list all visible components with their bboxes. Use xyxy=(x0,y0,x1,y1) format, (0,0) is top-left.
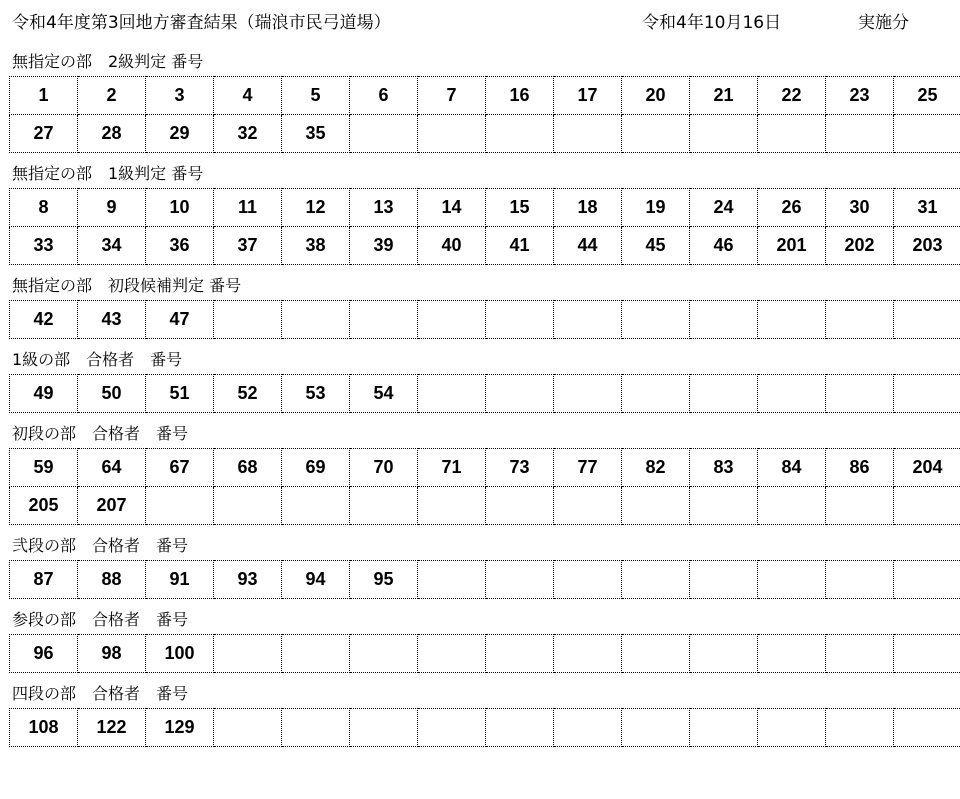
number-cell: 108 xyxy=(10,709,78,747)
section-label: 無指定の部 2級判定 番号 xyxy=(12,52,204,71)
number-cell: 10 xyxy=(146,189,214,227)
number-cell: 27 xyxy=(10,115,78,153)
grid-row xyxy=(10,77,960,115)
number-cell xyxy=(690,115,758,153)
number-cell: 73 xyxy=(486,449,554,487)
number-cell: 18 xyxy=(554,189,622,227)
grid-row xyxy=(10,709,960,747)
number-cell: 38 xyxy=(282,227,350,265)
number-cell: 47 xyxy=(146,301,214,339)
number-cell xyxy=(622,561,690,599)
number-cell: 21 xyxy=(690,77,758,115)
number-cell: 88 xyxy=(78,561,146,599)
number-cell xyxy=(418,301,486,339)
number-cell xyxy=(554,561,622,599)
number-cell xyxy=(486,115,554,153)
number-cell: 94 xyxy=(282,561,350,599)
number-cell: 39 xyxy=(350,227,418,265)
number-cell: 77 xyxy=(554,449,622,487)
number-cell xyxy=(622,115,690,153)
number-cell xyxy=(214,487,282,525)
number-cell: 7 xyxy=(418,77,486,115)
number-grid xyxy=(9,708,960,747)
number-cell: 16 xyxy=(486,77,554,115)
number-cell xyxy=(350,487,418,525)
number-cell: 67 xyxy=(146,449,214,487)
number-cell: 95 xyxy=(350,561,418,599)
number-cell: 201 xyxy=(758,227,826,265)
number-cell: 83 xyxy=(690,449,758,487)
number-cell xyxy=(418,709,486,747)
number-cell xyxy=(622,487,690,525)
number-cell xyxy=(214,709,282,747)
number-cell xyxy=(894,375,960,413)
number-cell: 93 xyxy=(214,561,282,599)
number-cell xyxy=(282,301,350,339)
number-cell xyxy=(350,635,418,673)
number-cell: 69 xyxy=(282,449,350,487)
number-cell: 46 xyxy=(690,227,758,265)
number-cell: 11 xyxy=(214,189,282,227)
number-cell xyxy=(758,487,826,525)
number-cell xyxy=(894,487,960,525)
number-cell: 87 xyxy=(10,561,78,599)
number-cell xyxy=(826,487,894,525)
section-label: 無指定の部 1級判定 番号 xyxy=(12,164,204,183)
number-cell: 207 xyxy=(78,487,146,525)
grid-row xyxy=(10,189,960,227)
number-cell xyxy=(282,709,350,747)
number-cell xyxy=(894,709,960,747)
number-cell: 98 xyxy=(78,635,146,673)
number-cell xyxy=(350,709,418,747)
number-cell xyxy=(554,301,622,339)
number-cell: 42 xyxy=(10,301,78,339)
number-cell xyxy=(894,301,960,339)
number-cell: 3 xyxy=(146,77,214,115)
number-cell: 33 xyxy=(10,227,78,265)
number-grid xyxy=(9,374,960,413)
number-grid xyxy=(9,300,960,339)
number-cell: 32 xyxy=(214,115,282,153)
number-cell xyxy=(826,561,894,599)
number-cell: 4 xyxy=(214,77,282,115)
number-cell xyxy=(894,561,960,599)
section-label: 無指定の部 初段候補判定 番号 xyxy=(12,276,242,295)
number-cell: 91 xyxy=(146,561,214,599)
number-cell: 40 xyxy=(418,227,486,265)
number-cell xyxy=(690,487,758,525)
number-cell xyxy=(826,709,894,747)
number-cell: 6 xyxy=(350,77,418,115)
number-cell xyxy=(554,115,622,153)
number-cell: 23 xyxy=(826,77,894,115)
number-cell: 28 xyxy=(78,115,146,153)
results-sections xyxy=(0,41,960,747)
number-cell: 84 xyxy=(758,449,826,487)
number-cell: 70 xyxy=(350,449,418,487)
number-cell xyxy=(758,561,826,599)
number-cell: 71 xyxy=(418,449,486,487)
number-cell: 44 xyxy=(554,227,622,265)
document-header xyxy=(12,10,948,36)
number-cell xyxy=(690,375,758,413)
section-label: 初段の部 合格者 番号 xyxy=(12,424,189,443)
number-grid xyxy=(9,634,960,673)
number-cell: 24 xyxy=(690,189,758,227)
number-cell: 54 xyxy=(350,375,418,413)
number-cell: 100 xyxy=(146,635,214,673)
number-cell: 13 xyxy=(350,189,418,227)
number-cell xyxy=(486,487,554,525)
number-cell xyxy=(554,709,622,747)
number-cell xyxy=(758,375,826,413)
section-label: 1級の部 合格者 番号 xyxy=(12,350,183,369)
number-cell xyxy=(418,375,486,413)
number-cell xyxy=(758,709,826,747)
number-cell xyxy=(894,115,960,153)
number-cell xyxy=(826,115,894,153)
number-cell: 26 xyxy=(758,189,826,227)
number-grid xyxy=(9,76,960,153)
number-cell xyxy=(214,635,282,673)
number-cell: 82 xyxy=(622,449,690,487)
grid-row xyxy=(10,635,960,673)
number-cell: 41 xyxy=(486,227,554,265)
number-cell xyxy=(690,301,758,339)
number-cell: 51 xyxy=(146,375,214,413)
number-cell: 53 xyxy=(282,375,350,413)
number-cell: 37 xyxy=(214,227,282,265)
number-cell: 22 xyxy=(758,77,826,115)
number-cell xyxy=(350,301,418,339)
number-cell: 34 xyxy=(78,227,146,265)
number-cell xyxy=(486,561,554,599)
number-cell: 49 xyxy=(10,375,78,413)
grid-row xyxy=(10,227,960,265)
number-cell: 45 xyxy=(622,227,690,265)
section-label: 弐段の部 合格者 番号 xyxy=(12,536,189,555)
number-cell xyxy=(554,635,622,673)
number-cell xyxy=(690,709,758,747)
number-cell: 14 xyxy=(418,189,486,227)
number-cell xyxy=(826,375,894,413)
number-cell xyxy=(622,635,690,673)
number-cell xyxy=(758,635,826,673)
number-cell: 129 xyxy=(146,709,214,747)
number-cell xyxy=(486,301,554,339)
number-cell: 86 xyxy=(826,449,894,487)
number-grid xyxy=(9,188,960,265)
number-cell xyxy=(622,301,690,339)
section-label: 四段の部 合格者 番号 xyxy=(12,684,189,703)
number-cell: 204 xyxy=(894,449,960,487)
number-cell: 203 xyxy=(894,227,960,265)
number-cell xyxy=(486,709,554,747)
number-cell: 5 xyxy=(282,77,350,115)
number-cell: 8 xyxy=(10,189,78,227)
number-cell xyxy=(418,635,486,673)
number-cell: 25 xyxy=(894,77,960,115)
number-cell xyxy=(486,635,554,673)
number-cell: 52 xyxy=(214,375,282,413)
number-cell xyxy=(826,635,894,673)
number-cell: 2 xyxy=(78,77,146,115)
number-cell: 29 xyxy=(146,115,214,153)
grid-row xyxy=(10,301,960,339)
number-cell: 202 xyxy=(826,227,894,265)
number-cell xyxy=(214,301,282,339)
number-cell xyxy=(554,375,622,413)
document-title: 令和4年度第3回地方審査結果（瑞浪市民弓道場） xyxy=(12,13,391,33)
exam-date: 令和4年10月16日 xyxy=(642,13,782,33)
number-cell xyxy=(622,375,690,413)
section-label: 参段の部 合格者 番号 xyxy=(12,610,189,629)
number-cell xyxy=(486,375,554,413)
number-cell: 15 xyxy=(486,189,554,227)
grid-row xyxy=(10,375,960,413)
number-cell xyxy=(758,115,826,153)
number-cell: 36 xyxy=(146,227,214,265)
number-grid xyxy=(9,448,960,525)
number-cell: 205 xyxy=(10,487,78,525)
grid-row xyxy=(10,115,960,153)
number-cell: 9 xyxy=(78,189,146,227)
number-cell: 1 xyxy=(10,77,78,115)
number-cell xyxy=(690,635,758,673)
number-cell: 17 xyxy=(554,77,622,115)
number-cell: 12 xyxy=(282,189,350,227)
number-cell: 64 xyxy=(78,449,146,487)
number-cell: 30 xyxy=(826,189,894,227)
number-cell xyxy=(282,487,350,525)
number-cell: 59 xyxy=(10,449,78,487)
number-cell: 35 xyxy=(282,115,350,153)
number-cell xyxy=(418,115,486,153)
number-cell xyxy=(690,561,758,599)
number-cell xyxy=(826,301,894,339)
number-cell: 122 xyxy=(78,709,146,747)
number-cell xyxy=(622,709,690,747)
number-cell: 43 xyxy=(78,301,146,339)
number-cell: 96 xyxy=(10,635,78,673)
grid-row xyxy=(10,487,960,525)
number-grid xyxy=(9,560,960,599)
number-cell xyxy=(418,561,486,599)
number-cell xyxy=(894,635,960,673)
grid-row xyxy=(10,561,960,599)
number-cell xyxy=(758,301,826,339)
number-cell: 50 xyxy=(78,375,146,413)
number-cell xyxy=(350,115,418,153)
number-cell xyxy=(146,487,214,525)
number-cell xyxy=(282,635,350,673)
number-cell: 19 xyxy=(622,189,690,227)
grid-row xyxy=(10,449,960,487)
number-cell xyxy=(554,487,622,525)
number-cell: 20 xyxy=(622,77,690,115)
implementation-note: 実施分 xyxy=(858,13,909,33)
number-cell: 68 xyxy=(214,449,282,487)
number-cell xyxy=(418,487,486,525)
number-cell: 31 xyxy=(894,189,960,227)
